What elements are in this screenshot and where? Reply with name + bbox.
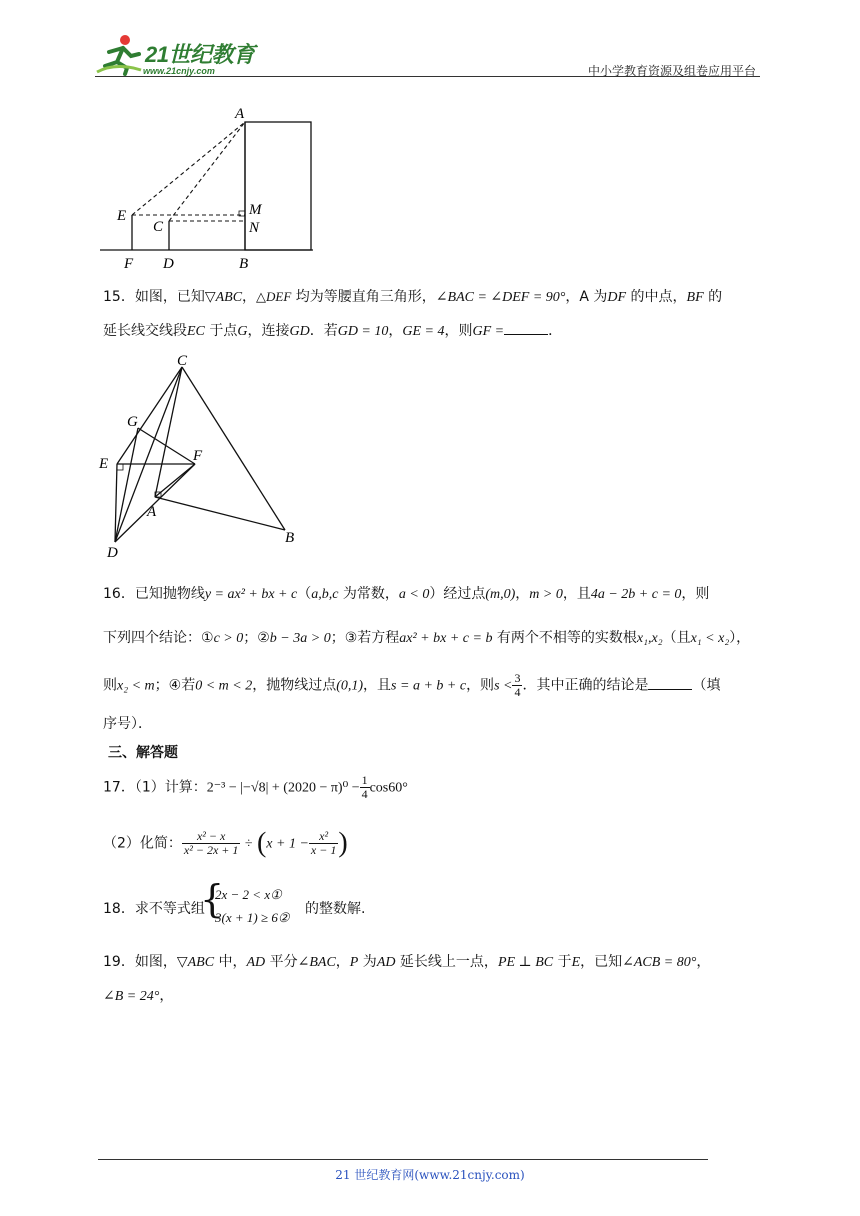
- header-divider: [95, 76, 760, 77]
- logo-text: 21世纪教育: [145, 42, 255, 67]
- logo-url: www.21cnjy.com: [143, 66, 215, 76]
- q16-line2: 下列四个结论：①c > 0；②b − 3a > 0；③若方程ax² + bx + c = b 有两个不相等的实数根x₁,x₂（且x₁ < x₂），: [103, 630, 751, 646]
- answer-blank: [648, 675, 692, 690]
- q18-prefix: 18．求不等式组: [103, 901, 205, 917]
- figure-q15: [95, 352, 305, 562]
- q18-suffix: 的整数解.: [305, 901, 366, 917]
- label-D: D: [163, 256, 174, 272]
- label-D: D: [107, 545, 118, 561]
- fraction-1-4: $\frac{1}{4}$: [361, 773, 368, 801]
- q15-line2: 延长线交线段EC 于点G，连接GD．若GD = 10，GE = 4，则GF = ．: [103, 320, 562, 342]
- q17-part2: （2）化简： $\frac{\text{x² − x}}{\text{x² − 2x + 1}}$ ÷ (x + 1 − $\frac{\text{x²}}{x - 1}$ ): [103, 827, 348, 859]
- label-F: F: [124, 256, 134, 272]
- q16-line3: 则x₂ < m；④若0 < m < 2，抛物线过点(0,1)，且s = a + b + c，则s < $\frac{3}{4}$ ．其中正确的结论是 （填: [103, 671, 721, 699]
- site-logo: [95, 32, 260, 76]
- label-A: A: [147, 504, 157, 520]
- q18-ineq2: 3(x + 1) ≥ 6②: [215, 910, 290, 925]
- q16-line4: 序号）．: [103, 716, 152, 732]
- label-N: N: [249, 220, 260, 236]
- label-B: B: [239, 256, 249, 272]
- footer-divider: [98, 1159, 708, 1160]
- header-platform-text: 中小学教育资源及组卷应用平台: [587, 64, 756, 78]
- fraction-simplify: $\frac{\text{x² − x}}{\text{x² − 2x + 1}}$: [183, 829, 239, 857]
- footer-text[interactable]: 21 世纪教育网(www.21cnjy.com): [335, 1168, 525, 1182]
- label-C: C: [177, 353, 188, 369]
- figure-q14: [95, 100, 325, 275]
- label-C: C: [153, 219, 164, 235]
- label-F: F: [193, 448, 203, 464]
- answer-blank: [504, 320, 548, 335]
- q18-ineq1: 2x − 2 < x①: [215, 887, 282, 902]
- q17-part1: 17．（1）计算：2⁻³ − |−√8| + (2020 − π)⁰ − $\frac{1}{4}$ cos60°: [103, 773, 408, 801]
- label-E: E: [99, 456, 109, 472]
- label-G: G: [127, 414, 138, 430]
- label-B: B: [285, 530, 295, 546]
- label-M: M: [249, 202, 262, 218]
- fraction-3-4: $\frac{3}{4}$: [514, 671, 521, 699]
- label-E: E: [117, 208, 127, 224]
- label-A: A: [235, 106, 245, 122]
- brace-symbol: {: [200, 877, 225, 921]
- q16-line1: 16．已知抛物线y = ax² + bx + c（a,b,c 为常数，a < 0）经过点(m,0)，m > 0，且4a − 2b + c = 0，则: [103, 586, 710, 602]
- q15-line1: 15．如图，已知▽ABC，△DEF 均为等腰直角三角形，∠BAC = ∠DEF = 90°，A 为DF 的中点，BF 的: [103, 289, 723, 305]
- runner-logo-icon: [95, 32, 143, 76]
- section-heading: 三、解答题: [108, 745, 178, 761]
- q19-line1: 19．如图，▽ABC 中，AD 平分∠BAC，P 为AD 延长线上一点，PE ⊥ BC 于E，已知∠ACB = 80°，: [103, 954, 711, 970]
- q19-line2: ∠B = 24°，: [103, 988, 174, 1004]
- fraction-x2-over: $\frac{\text{x²}}{x - 1}$: [310, 829, 337, 857]
- page-header: [95, 30, 760, 78]
